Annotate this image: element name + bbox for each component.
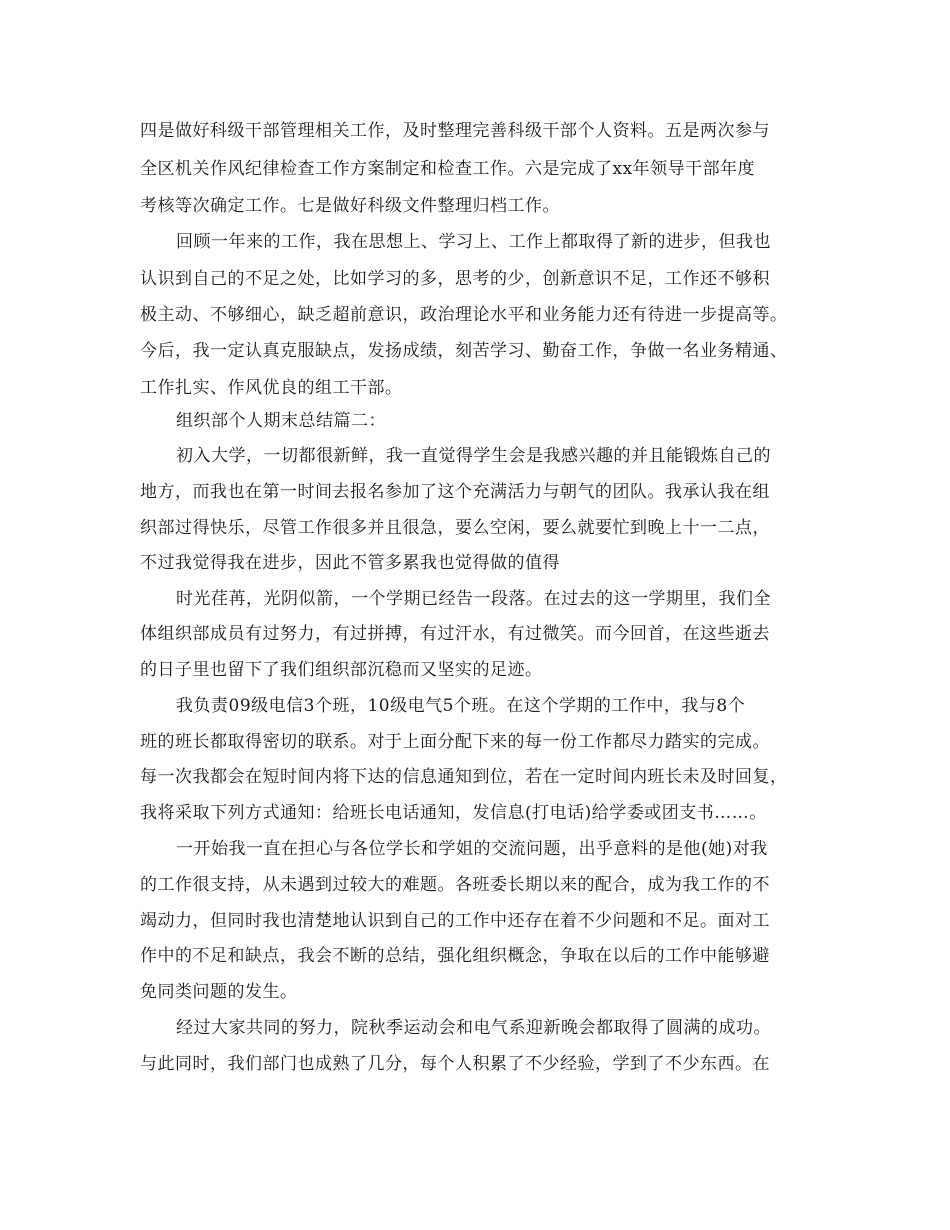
text-line: 全区机关作风纪律检查工作方案制定和检查工作。六是完成了xx年领导干部年度 <box>140 159 756 179</box>
text-line: 的日子里也留下了我们组织部沉稳而又坚实的足迹。 <box>140 660 543 680</box>
text-line: 不过我觉得我在进步，因此不管多累我也觉得做的值得 <box>140 553 560 573</box>
paragraph-start-line: 时光荏苒，光阴似箭，一个学期已经告一段落。在过去的这一学期里，我们全 <box>176 589 771 609</box>
text-line: 免同类问题的发生。 <box>140 982 298 1002</box>
text-line: 四是做好科级干部管理相关工作，及时整理完善科级干部个人资料。五是两次参与 <box>140 121 770 141</box>
text-line: 考核等次确定工作。七是做好科级文件整理归档工作。 <box>140 196 560 216</box>
text-line: 工作扎实、作风优良的组工干部。 <box>140 378 403 398</box>
text-line: 极主动、不够细心，缺乏超前意识，政治理论水平和业务能力还有待进一步提高等。 <box>140 305 788 325</box>
text-line: 织部过得快乐，尽管工作很多并且很急，要么空闲，要么就要忙到晚上十一二点， <box>140 518 770 538</box>
text-line: 竭动力，但同时我也清楚地认识到自己的工作中还存在着不少问题和不足。面对工 <box>140 911 770 931</box>
text-line: 认识到自己的不足之处，比如学习的多，思考的少，创新意识不足，工作还不够积 <box>140 269 770 289</box>
section-heading: 组织部个人期末总结篇二： <box>176 411 386 431</box>
text-line: 今后，我一定认真克服缺点，发扬成绩，刻苦学习、勤奋工作，争做一名业务精通、 <box>140 341 788 361</box>
text-line: 与此同时，我们部门也成熟了几分，每个人积累了不少经验，学到了不少东西。在 <box>140 1054 770 1074</box>
text-line: 每一次我都会在短时间内将下达的信息通知到位，若在一定时间内班长未及时回复， <box>140 767 788 787</box>
text-line: 班的班长都取得密切的联系。对于上面分配下来的每一份工作都尽力踏实的完成。 <box>140 732 770 752</box>
text-line: 体组织部成员有过努力，有过拼搏，有过汗水，有过微笑。而今回首，在这些逝去 <box>140 624 770 644</box>
text-line: 我将采取下列方式通知：给班长电话通知，发信息(打电话)给学委或团支书……。 <box>140 803 767 823</box>
paragraph-start-line: 回顾一年来的工作，我在思想上、学习上、工作上都取得了新的进步，但我也 <box>176 232 771 252</box>
text-line: 作中的不足和缺点，我会不断的总结，强化组织概念，争取在以后的工作中能够避 <box>140 946 770 966</box>
text-line: 地方，而我也在第一时间去报名参加了这个充满活力与朝气的团队。我承认我在组 <box>140 482 770 502</box>
paragraph-start-line: 我负责09级电信3个班，10级电气5个班。在这个学期的工作中，我与8个 <box>176 696 746 716</box>
paragraph-start-line: 初入大学，一切都很新鲜，我一直觉得学生会是我感兴趣的并且能锻炼自己的 <box>176 446 771 466</box>
paragraph-start-line: 经过大家共同的努力，院秋季运动会和电气系迎新晚会都取得了圆满的成功。 <box>176 1018 771 1038</box>
text-line: 的工作很支持，从未遇到过较大的难题。各班委长期以来的配合，成为我工作的不 <box>140 875 770 895</box>
paragraph-start-line: 一开始我一直在担心与各位学长和学姐的交流问题，出乎意料的是他(她)对我 <box>176 839 768 859</box>
